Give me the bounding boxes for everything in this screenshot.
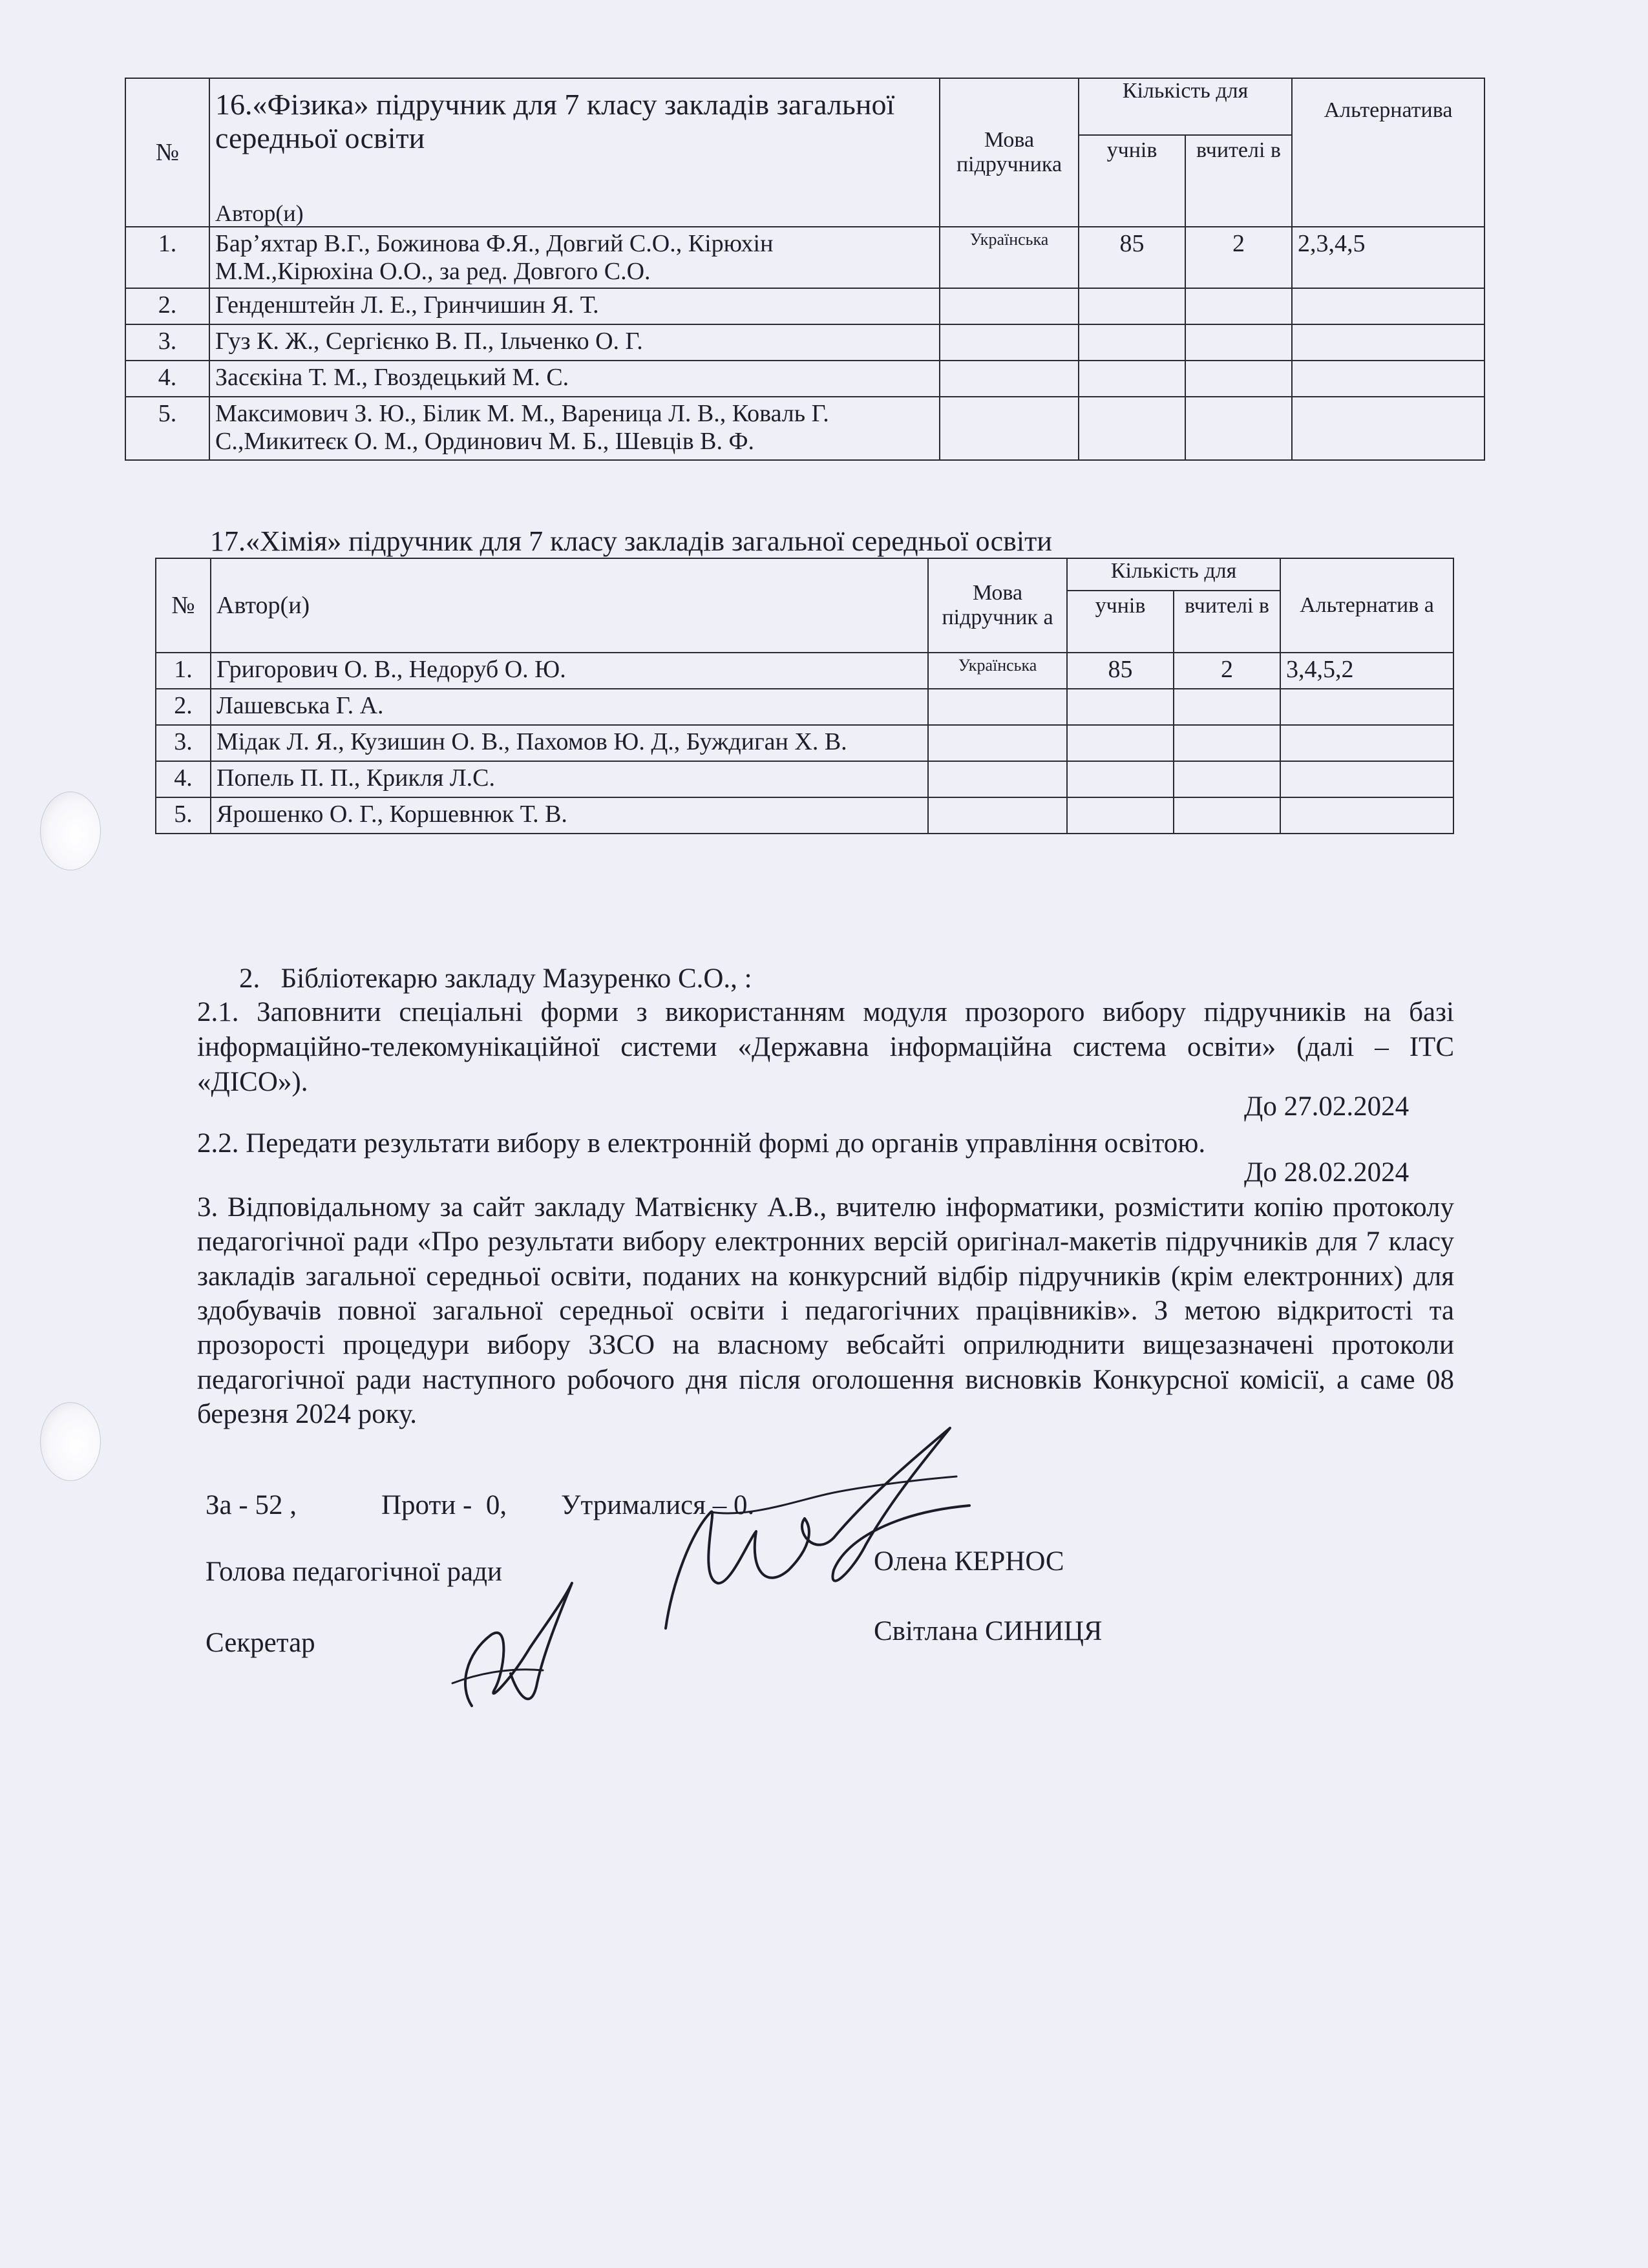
row-alternative: [1280, 689, 1453, 725]
row-author: Лашевська Г. А.: [211, 689, 928, 725]
row-language: [928, 797, 1067, 834]
row-students: [1079, 397, 1185, 460]
secretary-name: Світлана СИНИЦЯ: [874, 1616, 1103, 1646]
row-number: 4.: [125, 361, 209, 397]
table-row: [156, 725, 1453, 761]
row-teachers: 2: [1174, 653, 1280, 689]
row-language: [928, 761, 1067, 797]
row-alternative: [1280, 761, 1453, 797]
row-alternative: [1292, 324, 1484, 361]
physics-textbook-table: [125, 78, 1485, 461]
row-number: 1.: [156, 653, 211, 689]
row-alternative: [1280, 797, 1453, 834]
row-teachers: 2: [1185, 227, 1292, 288]
row-teachers: [1174, 689, 1280, 725]
row-alternative: 3,4,5,2: [1280, 653, 1453, 689]
col-header-teachers: вчителі в: [1185, 135, 1292, 227]
col-header-number: №: [125, 78, 209, 227]
row-author: Максимович З. Ю., Білик М. М., Вареница Л. В., Коваль Г. С.,Микитеєк О. М., Ординович М. Б., Шевців В. Ф.: [209, 397, 940, 460]
vote-abstain: Утрималися – 0.: [561, 1490, 755, 1520]
row-alternative: [1292, 397, 1484, 460]
row-language: [940, 324, 1079, 361]
row-author: Засєкіна Т. М., Гвоздецький М. С.: [209, 361, 940, 397]
row-number: 2.: [125, 288, 209, 324]
col-header-quantity: Кількість для: [1079, 78, 1292, 135]
punch-hole-top: [40, 792, 101, 870]
row-author: Григорович О. В., Недоруб О. Ю.: [211, 653, 928, 689]
row-students: 85: [1067, 653, 1174, 689]
row-students: [1067, 761, 1174, 797]
item2-heading: 2. Бібліотекарю закладу Мазуренко С.О., :: [239, 963, 752, 994]
row-number: 2.: [156, 689, 211, 725]
table-row: [125, 227, 1484, 288]
chair-name: Олена КЕРНОС: [874, 1546, 1064, 1577]
row-number: 4.: [156, 761, 211, 797]
row-alternative: [1292, 288, 1484, 324]
table-row: [156, 797, 1453, 834]
table1-title: 16.«Фізика» підручник для 7 класу закладів загальної середньої освіти: [215, 88, 895, 154]
col-header-number: №: [156, 558, 211, 653]
col-header-language: Мова підручник а: [928, 558, 1067, 653]
row-teachers: [1174, 725, 1280, 761]
row-teachers: [1185, 397, 1292, 460]
chemistry-textbook-table: [155, 558, 1454, 834]
row-teachers: [1185, 324, 1292, 361]
col-header-students: учнів: [1079, 135, 1185, 227]
row-author: Гуз К. Ж., Сергієнко В. П., Ільченко О. Г.: [209, 324, 940, 361]
row-alternative: [1292, 361, 1484, 397]
table1-author-label: Автор(и): [215, 200, 304, 226]
row-alternative: 2,3,4,5: [1292, 227, 1484, 288]
col-header-students: учнів: [1067, 591, 1174, 653]
row-author: Ярошенко О. Г., Коршевнюк Т. В.: [211, 797, 928, 834]
row-language: [940, 397, 1079, 460]
row-teachers: [1185, 288, 1292, 324]
col-header-language: Мова підручника: [940, 78, 1079, 227]
chair-signature: [620, 1422, 982, 1667]
row-number: 3.: [125, 324, 209, 361]
row-students: [1079, 288, 1185, 324]
row-students: 85: [1079, 227, 1185, 288]
col-header-teachers: вчителі в: [1174, 591, 1280, 653]
vote-against: Проти - 0,: [381, 1490, 507, 1520]
item2-2-text: 2.2. Передати результати вибору в електронній формі до органів управління освітою.: [197, 1128, 1206, 1159]
item2-1-deadline: До 27.02.2024: [1244, 1091, 1410, 1122]
row-students: [1067, 689, 1174, 725]
table-row: [156, 653, 1453, 689]
chair-label: Голова педагогічної ради: [206, 1557, 502, 1587]
row-teachers: [1174, 797, 1280, 834]
row-author: Бар’яхтар В.Г., Божинова Ф.Я., Довгий С.О., Кірюхін М.М.,Кірюхіна О.О., за ред. Довгого С.О.: [209, 227, 940, 288]
item2-1-text: 2.1. Заповнити спеціальні форми з використанням модуля прозорого вибору підручників на базі інформаційно-телекомунікаційної системи «Державна інформаційна система освіти» (далі – ІТС «ДІСО»).: [197, 997, 1454, 1097]
table-row: [156, 761, 1453, 797]
col-header-alternative: Альтернатив а: [1280, 558, 1453, 653]
item3-text: 3. Відповідальному за сайт закладу Матвієнку А.В., вчителю інформатики, розмістити копію протоколу педагогічної ради «Про результати вибору електронних версій оригінал-макетів підручників для 7 класу закладів загальної середньої освіти, поданих на конкурсний відбір підручників (крім електронних) для здобувачів повної загальної середньої освіти і педагогічних працівників». З метою відкритості та прозорості процедури вибору ЗЗСО на власному вебсайті оприлюднити вищезазначені протоколи педагогічної ради наступного робочого дня після оголошення висновків Конкурсної комісії, а саме 08 березня 2024 року.: [197, 1192, 1454, 1429]
secretary-label: Секретар: [206, 1628, 315, 1658]
row-teachers: [1174, 761, 1280, 797]
table-row: [125, 361, 1484, 397]
row-language: [928, 725, 1067, 761]
row-language: Українська: [940, 227, 1079, 288]
item2-2-deadline: До 28.02.2024: [1244, 1157, 1410, 1188]
vote-for: За - 52 ,: [206, 1490, 297, 1520]
row-author: Генденштейн Л. Е., Гринчишин Я. Т.: [209, 288, 940, 324]
row-number: 5.: [156, 797, 211, 834]
row-alternative: [1280, 725, 1453, 761]
row-number: 1.: [125, 227, 209, 288]
row-language: [940, 361, 1079, 397]
row-language: Українська: [928, 653, 1067, 689]
row-author: Попель П. П., Крикля Л.С.: [211, 761, 928, 797]
table2-author-label: Автор(и): [211, 558, 928, 653]
row-students: [1079, 324, 1185, 361]
row-students: [1067, 797, 1174, 834]
row-number: 3.: [156, 725, 211, 761]
table-row: [125, 397, 1484, 460]
table1-title-cell: [209, 78, 940, 227]
row-teachers: [1185, 361, 1292, 397]
col-header-quantity: Кількість для: [1067, 558, 1280, 591]
row-number: 5.: [125, 397, 209, 460]
table-row: [125, 324, 1484, 361]
table-row: [125, 288, 1484, 324]
row-language: [928, 689, 1067, 725]
table-row: [156, 689, 1453, 725]
row-language: [940, 288, 1079, 324]
row-students: [1079, 361, 1185, 397]
col-header-alternative: Альтернатива: [1292, 78, 1484, 227]
table2-title: 17.«Хімія» підручник для 7 класу закладів загальної середньої освіти: [210, 525, 1052, 557]
punch-hole-bottom: [40, 1402, 101, 1481]
row-students: [1067, 725, 1174, 761]
row-author: Мідак Л. Я., Кузишин О. В., Пахомов Ю. Д., Буждиган Х. В.: [211, 725, 928, 761]
secretary-signature: [433, 1577, 588, 1725]
